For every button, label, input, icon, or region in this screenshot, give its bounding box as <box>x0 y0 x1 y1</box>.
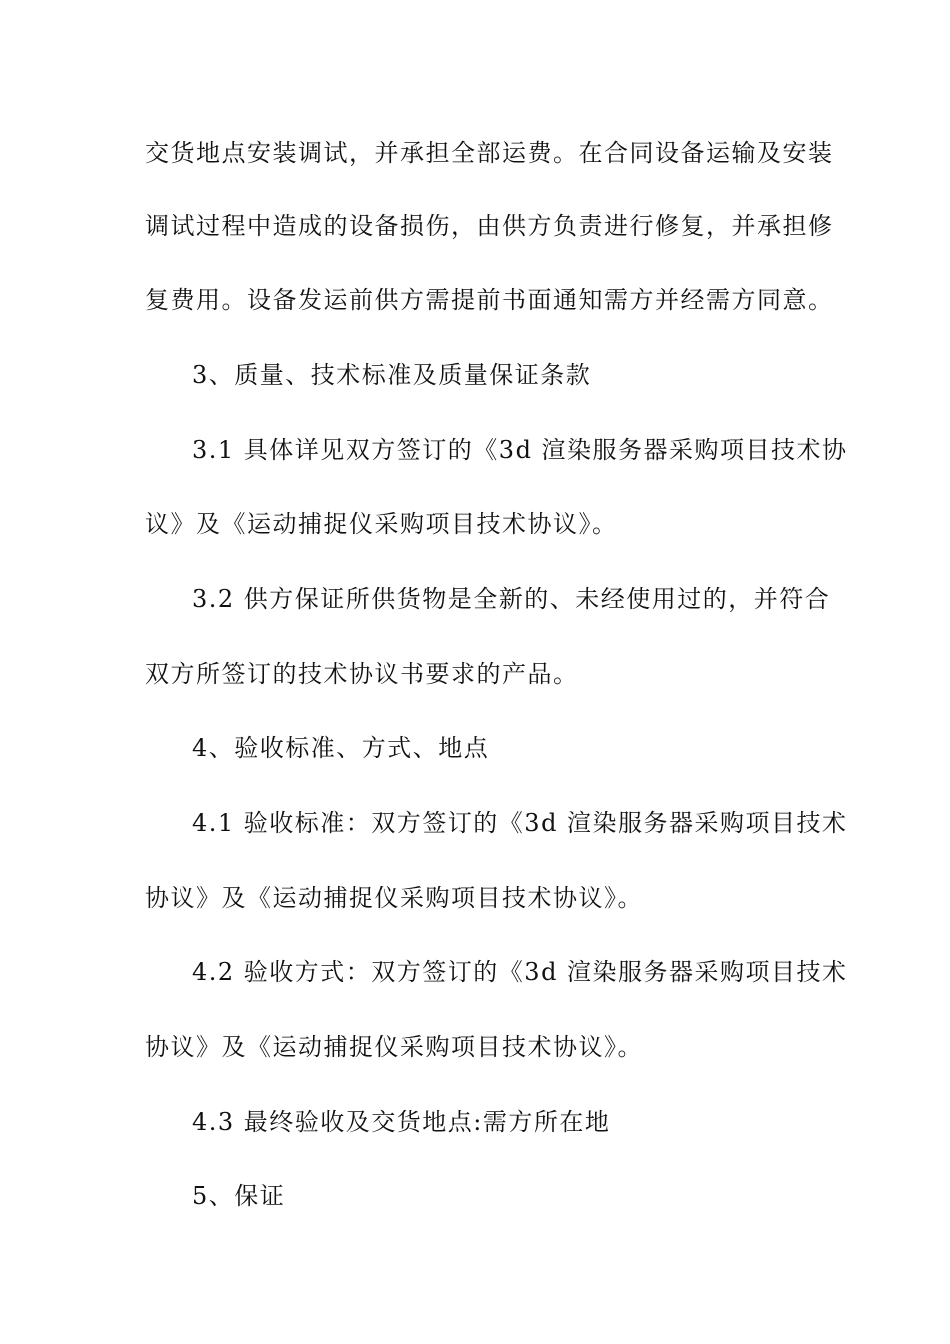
section-heading: 3、质量、技术标准及质量保证条款 <box>192 361 592 389</box>
body-line: 3.1 具体详见双方签订的《3d 渲染服务器采购项目技术协 <box>192 436 848 464</box>
body-line: 4.3 最终验收及交货地点:需方所在地 <box>192 1108 611 1136</box>
body-line: 调试过程中造成的设备损伤，由供方负责进行修复，并承担修 <box>145 212 834 240</box>
body-line: 4.1 验收标准：双方签订的《3d 渲染服务器采购项目技术 <box>192 809 848 837</box>
body-line: 交货地点安装调试，并承担全部运费。在合同设备运输及安装 <box>145 139 834 167</box>
body-line: 双方所签订的技术协议书要求的产品。 <box>145 660 579 688</box>
body-line: 复费用。设备发运前供方需提前书面通知需方并经需方同意。 <box>145 286 834 314</box>
section-heading: 5、保证 <box>192 1182 286 1210</box>
body-line: 4.2 验收方式：双方签订的《3d 渲染服务器采购项目技术 <box>192 958 848 986</box>
body-line: 协议》及《运动捕捉仪采购项目技术协议》。 <box>145 1033 643 1061</box>
body-line: 议》及《运动捕捉仪采购项目技术协议》。 <box>145 510 618 538</box>
section-heading: 4、验收标准、方式、地点 <box>192 734 490 762</box>
body-line: 3.2 供方保证所供货物是全新的、未经使用过的，并符合 <box>192 585 831 613</box>
body-line: 协议》及《运动捕捉仪采购项目技术协议》。 <box>145 884 643 912</box>
